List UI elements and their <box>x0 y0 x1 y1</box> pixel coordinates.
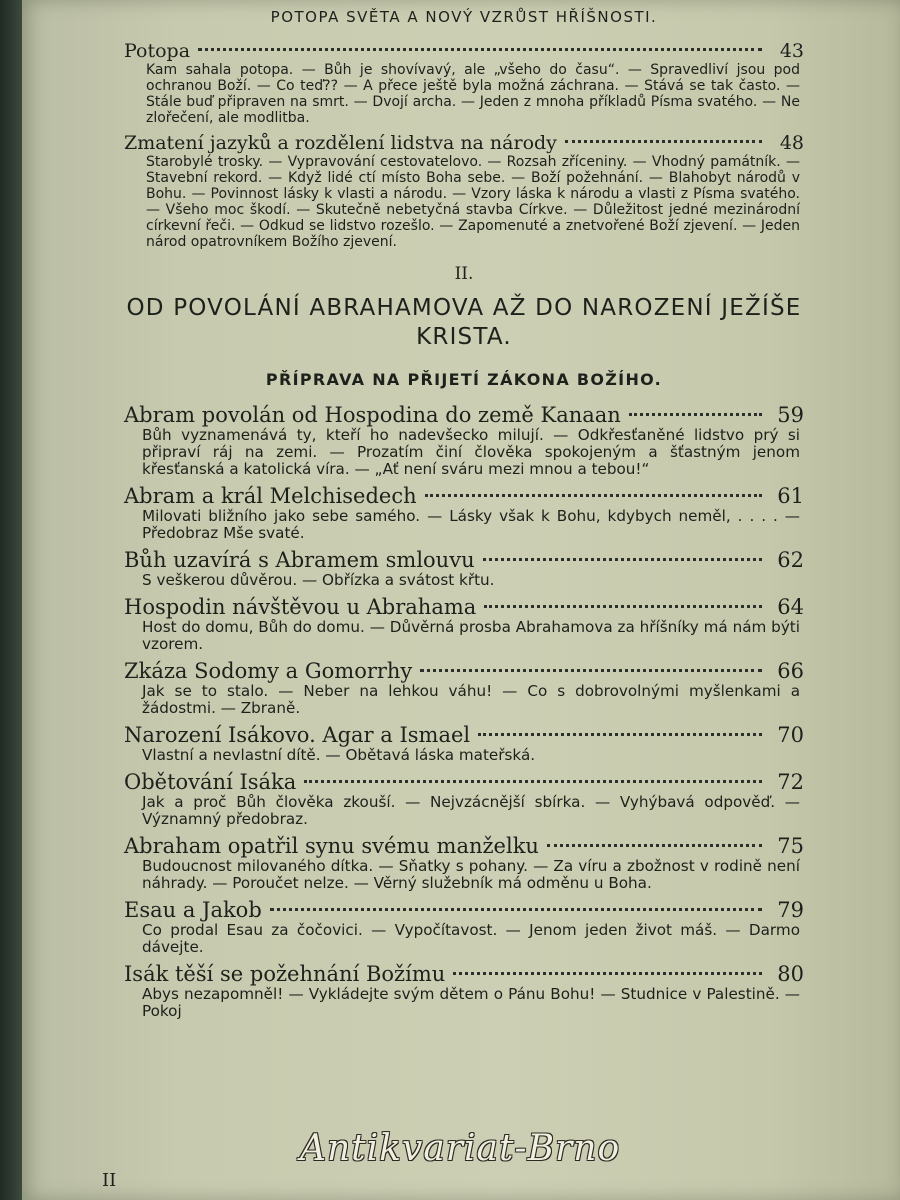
entry-description: Jak se to stalo. — Neber na lehkou váhu! — Co s dobrovolnými myšlenkami a žádostmi. — Zbraně. <box>142 682 800 717</box>
toc-entry-head <box>124 659 804 683</box>
dot-leader <box>425 494 762 497</box>
toc-entry <box>124 898 804 956</box>
dot-leader <box>453 972 762 975</box>
toc-entry-head <box>124 898 804 922</box>
toc-entry-head <box>124 723 804 747</box>
entry-description: S veškerou důvěrou. — Obřízka a svátost křtu. <box>142 571 495 589</box>
entry-description: Jak a proč Bůh člověka zkouší. — Nejvzácnější sbírka. — Vyhýbavá odpověď. — Významný předobraz. <box>142 793 800 828</box>
entry-description: Budoucnost milovaného dítka. — Sňatky s pohany. — Za víru a zbožnost v rodině není náhrady. — Poroučet nelze. — Věrný služebník má odměnu u Boha. <box>142 857 800 892</box>
toc-entry-head <box>124 962 804 986</box>
toc-entry <box>124 659 804 717</box>
dot-leader <box>629 413 762 416</box>
book-spine-shadow <box>0 0 22 1200</box>
entry-title: Abram a král Melchisedech <box>124 484 417 508</box>
part1-entries <box>124 40 804 250</box>
entry-title: Narození Isákovo. Agar a Ismael <box>124 723 471 747</box>
entry-page-number: 66 <box>777 659 804 683</box>
entry-page-number: 75 <box>777 834 804 858</box>
entry-description: Co prodal Esau za čočovici. — Vypočítavost. — Jenom jeden život máš. — Darmo dávejte. <box>142 921 800 956</box>
dot-leader <box>565 140 762 143</box>
entry-page-number: 80 <box>777 962 804 986</box>
toc-entry-head <box>124 484 804 508</box>
page-number-footer: II <box>102 1170 117 1191</box>
table-of-contents <box>124 8 804 1026</box>
dot-leader <box>304 780 762 783</box>
toc-entry-head <box>124 834 804 858</box>
entry-page-number: 61 <box>777 484 804 508</box>
entry-title: Hospodin návštěvou u Abrahama <box>124 595 477 619</box>
toc-entry <box>124 403 804 478</box>
dot-leader <box>478 733 762 736</box>
watermark: Antikvariat-Brno <box>300 1128 621 1169</box>
entry-description: Starobylé trosky. — Vypravování cestovatelovo. — Rozsah zříceniny. — Vhodný památník. — Stavební rekord. — Když lidé ctí místo Boha sebe. — Boží požehnání. — Blahobyt národů v Bohu. — Povinnost lásky k vlasti a národu. — Vzory láska k národu a vlasti z Písma svatého. — Všeho moc škodí. — Skutečně nebetyčná stavba Církve. — Důležitost jedné mezinárodní církevní řeči. — Odkud se lidstvo rozešlo. — Zapomenuté a znetvořené Boží zjevení. — Jeden národ opatrovníkem Božího zjevení. <box>146 154 800 250</box>
entry-title: Obětování Isáka <box>124 770 297 794</box>
entry-description: Kam sahala potopa. — Bůh je shovívavý, ale „všeho do času“. — Spravedliví jsou pod ochranou Boží. — Co teď?? — A přece ještě byla možná záchrana. — Stává se tak často. — Stále buď připraven na smrt. — Dvojí archa. — Jeden z mnoha příkladů Písma svatého. — Ne zlořečení, ale modlitba. <box>146 62 800 126</box>
toc-entry-head <box>124 403 804 427</box>
dot-leader <box>547 844 762 847</box>
entry-page-number: 64 <box>777 595 804 619</box>
entry-description: Abys nezapomněl! — Vykládejte svým dětem o Pánu Bohu! — Studnice v Palestině. — Pokoj <box>142 985 800 1020</box>
toc-entry <box>124 40 804 126</box>
dot-leader <box>483 558 762 561</box>
toc-entry-head <box>124 40 804 62</box>
toc-entry <box>124 962 804 1020</box>
dot-leader <box>270 908 762 911</box>
entry-page-number: 70 <box>777 723 804 747</box>
entry-title: Bůh uzavírá s Abramem smlouvu <box>124 548 475 572</box>
toc-entry <box>124 132 804 250</box>
dot-leader <box>198 48 762 51</box>
running-head: POTOPA SVĚTA A NOVÝ VZRŮST HŘÍŠNOSTI. <box>270 8 658 26</box>
entry-page-number: 43 <box>779 40 804 62</box>
entry-page-number: 62 <box>777 548 804 572</box>
toc-entry-head <box>124 770 804 794</box>
toc-entry <box>124 834 804 892</box>
toc-entry <box>124 595 804 653</box>
entry-page-number: 72 <box>777 770 804 794</box>
toc-entry <box>124 548 804 589</box>
toc-entry-head <box>124 595 804 619</box>
toc-entry <box>124 770 804 828</box>
entry-page-number: 79 <box>777 898 804 922</box>
section-title: OD POVOLÁNÍ ABRAHAMOVA AŽ DO NAROZENÍ JEŽÍŠE KRISTA. <box>126 295 802 350</box>
toc-entry <box>124 723 804 764</box>
subsection-title: PŘÍPRAVA NA PŘIJETÍ ZÁKONA BOŽÍHO. <box>265 370 663 389</box>
section-number: II. <box>454 264 474 284</box>
entry-page-number: 48 <box>779 132 804 154</box>
entry-title: Abraham opatřil synu svému manželku <box>124 834 539 858</box>
entry-title: Zmatení jazyků a rozdělení lidstva na národy <box>124 132 557 154</box>
toc-entry-head <box>124 548 804 572</box>
entry-title: Isák těší se požehnání Božímu <box>124 962 446 986</box>
dot-leader <box>420 669 762 672</box>
entry-description: Milovati bližního jako sebe samého. — Lásky však k Bohu, kdybych neměl, . . . . — Předobraz Mše svaté. <box>142 507 800 542</box>
toc-entry-head <box>124 132 804 154</box>
entry-description: Bůh vyznamenává ty, kteří ho nadevšecko milují. — Odkřesťaněné lidstvo prý si připraví ráj na zemi. — Prozatím činí člověka spokojeným a šťastným jenom křesťanská a katolická víra. — „Ať není sváru mezi mnou a tebou!“ <box>142 426 800 478</box>
book-page <box>22 0 900 1200</box>
entry-page-number: 59 <box>777 403 804 427</box>
dot-leader <box>484 605 762 608</box>
entry-title: Zkáza Sodomy a Gomorrhy <box>124 659 413 683</box>
toc-entry <box>124 484 804 542</box>
entry-description: Vlastní a nevlastní dítě. — Obětavá láska mateřská. <box>142 746 536 764</box>
entry-title: Esau a Jakob <box>124 898 262 922</box>
entry-description: Host do domu, Bůh do domu. — Důvěrná prosba Abrahamova za hříšníky má nám býti vzorem. <box>142 618 800 653</box>
entry-title: Abram povolán od Hospodina do země Kanaan <box>124 403 621 427</box>
part2-entries <box>124 403 804 1020</box>
entry-title: Potopa <box>124 40 191 62</box>
